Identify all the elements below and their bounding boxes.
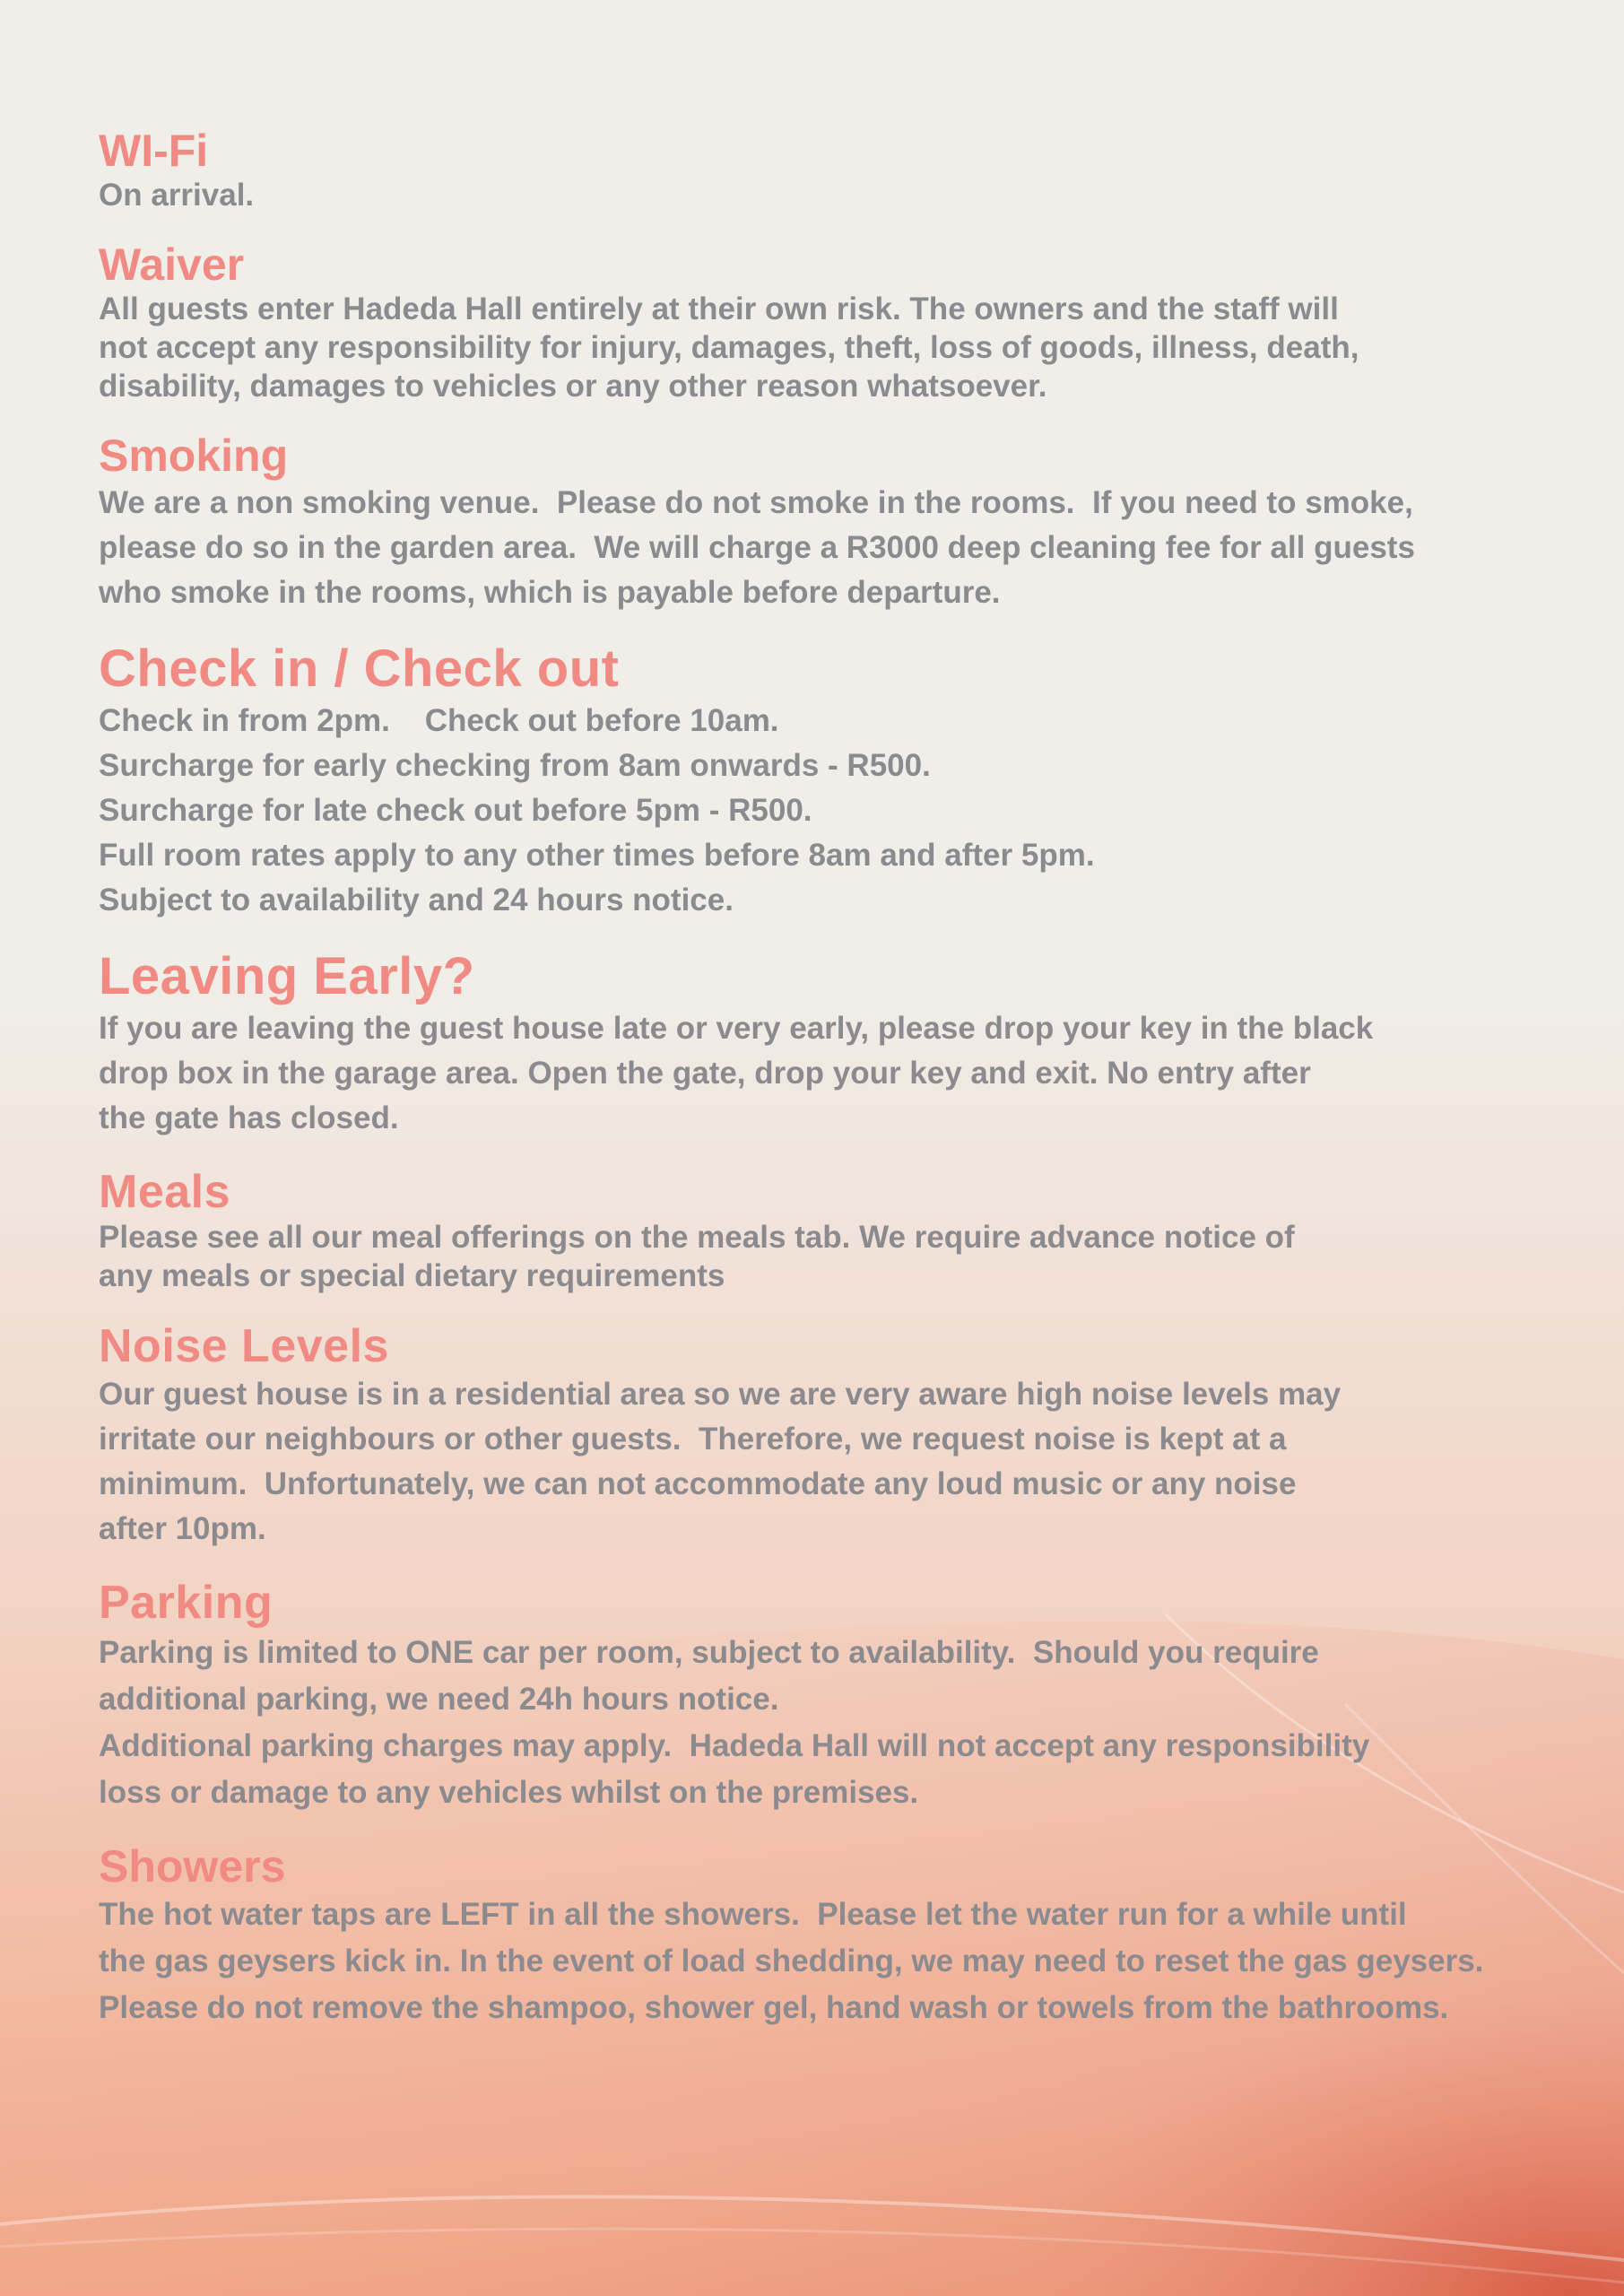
section-title-noise-levels: Noise Levels	[99, 1320, 389, 1373]
section-title-wifi: WI-Fi	[99, 126, 209, 176]
section-text-line: irritate our neighbours or other guests. Therefore, we request noise is kept at a	[99, 1422, 1287, 1457]
section-text-line: Subject to availability and 24 hours notice.	[99, 882, 734, 918]
section-showers	[99, 1841, 1569, 2031]
section-title-leaving-early: Leaving Early?	[99, 946, 475, 1005]
section-leaving-early	[99, 948, 1569, 1141]
section-text-line: any meals or special dietary requirements	[99, 1258, 725, 1294]
section-text-line: Our guest house is in a residential area so we are very aware high noise levels may	[99, 1377, 1342, 1413]
section-text-line: Surcharge for early checking from 8am onwards - R500.	[99, 747, 931, 783]
section-text-line: The hot water taps are LEFT in all the showers. Please let the water run for a while until	[99, 1896, 1407, 1932]
section-text-line: after 10pm.	[99, 1511, 266, 1547]
section-text-line: Parking is limited to ONE car per room, subject to availability. Should you require	[99, 1634, 1319, 1670]
section-smoking	[99, 430, 1569, 615]
section-text-line: who smoke in the rooms, which is payable before departure.	[99, 575, 1001, 610]
section-text-line: Please do not remove the shampoo, shower gel, hand wash or towels from the bathrooms.	[99, 1989, 1449, 2025]
section-title-waiver: Waiver	[99, 239, 245, 290]
section-text-line: All guests enter Hadeda Hall entirely at their own risk. The owners and the staff will	[99, 291, 1339, 326]
section-text-line: Please see all our meal offerings on the meals tab. We require advance notice of	[99, 1220, 1295, 1256]
section-title-showers: Showers	[99, 1840, 286, 1892]
section-text-line: not accept any responsibility for injury, damages, theft, loss of goods, illness, death,	[99, 330, 1359, 365]
section-text-line: Full room rates apply to any other times before 8am and after 5pm.	[99, 837, 1095, 873]
section-text-line: minimum. Unfortunately, we can not accommodate any loud music or any noise	[99, 1466, 1297, 1502]
section-text-line: please do so in the garden area. We will charge a R3000 deep cleaning fee for all guests	[99, 530, 1415, 565]
section-waiver	[99, 239, 1569, 405]
section-title-check-in-check-out: Check in / Check out	[99, 639, 620, 698]
section-title-meals: Meals	[99, 1165, 231, 1218]
section-text-line: the gas geysers kick in. In the event of load shedding, we may need to reset the gas geysers.	[99, 1943, 1484, 1979]
section-noise-levels	[99, 1320, 1569, 1552]
section-text-line: additional parking, we need 24h hours notice.	[99, 1681, 779, 1717]
section-check-in-check-out	[99, 640, 1569, 923]
section-text-line: Check in from 2pm. Check out before 10am.	[99, 702, 779, 738]
section-text-line: drop box in the garage area. Open the gate, drop your key and exit. No entry after	[99, 1055, 1311, 1091]
section-text-line: disability, damages to vehicles or any other reason whatsoever.	[99, 369, 1047, 404]
section-text-line: On arrival.	[99, 178, 255, 213]
section-text-line: If you are leaving the guest house late or very early, please drop your key in the black	[99, 1010, 1374, 1046]
section-meals	[99, 1166, 1569, 1295]
section-text-line: We are a non smoking venue. Please do not smoke in the rooms. If you need to smoke,	[99, 485, 1413, 520]
section-text-line: the gate has closed.	[99, 1100, 399, 1135]
section-text-line: Additional parking charges may apply. Hadeda Hall will not accept any responsibility	[99, 1727, 1370, 1763]
section-title-smoking: Smoking	[99, 430, 289, 481]
section-title-parking: Parking	[99, 1577, 274, 1630]
house-rules-page	[99, 126, 1569, 2057]
section-text-line: Surcharge for late check out before 5pm - R500.	[99, 792, 812, 828]
section-text-line: loss or damage to any vehicles whilst on the premises.	[99, 1774, 919, 1810]
section-wifi	[99, 126, 1569, 214]
section-parking	[99, 1577, 1569, 1815]
